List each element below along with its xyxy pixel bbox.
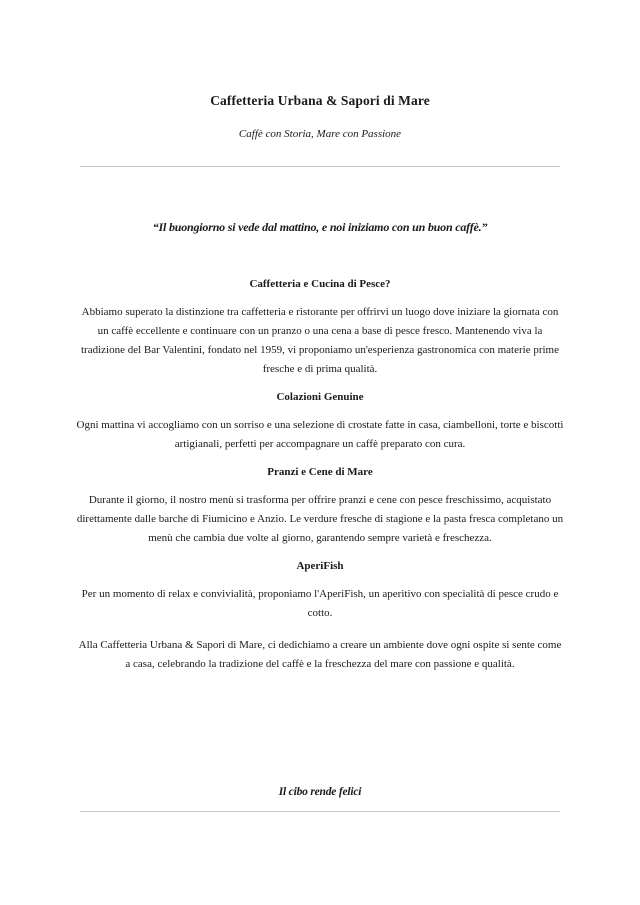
top-divider (80, 166, 560, 167)
quote: “Il buongiorno si vede dal mattino, e noi iniziamo con un buon caffè.” (152, 220, 488, 234)
section-heading-caffetteria: Caffetteria e Cucina di Pesce? (249, 278, 391, 290)
section-body-colazioni: Ogni mattina vi accogliamo con un sorriso e una selezione di crostate fatte in casa, ciambelloni, torte e biscotti artigianali, perfetti per accompagnare un caffè preparato con cura. (76, 419, 564, 450)
closing-paragraph: Alla Caffetteria Urbana & Sapori di Mare, ci dedichiamo a creare un ambiente dove ogni ospite si sente come a casa, celebrando la tradizione del caffè e la freschezza del mare con passione e qualità. (78, 639, 562, 670)
section-body-caffetteria: Abbiamo superato la distinzione tra caffetteria e ristorante per offrirvi un luogo dove iniziare la giornata con un caffè eccellente e continuare con un pranzo o una cena a base di pesce fresco. Mantenendo viva la tradizione del Bar Valentini, fondato nel 1959, vi proponiamo un'esperienza gastronomica con materie prime fresche e di prima qualità. (81, 306, 559, 375)
bottom-divider (80, 811, 560, 812)
section-heading-colazioni: Colazioni Genuine (276, 391, 364, 403)
footer-tagline: Il cibo rende felici (278, 786, 362, 798)
section-body-pranzi: Durante il giorno, il nostro menù si trasforma per offrire pranzi e cene con pesce freschissimo, acquistato direttamente dalle barche di Fiumicino e Anzio. Le verdure fresche di stagione e la pasta fresca completano un menù che cambia due volte al giorno, garantendo sempre varietà e freschezza. (76, 494, 564, 544)
page-title: Caffetteria Urbana & Sapori di Mare (210, 93, 430, 108)
page-subtitle: Caffè con Storia, Mare con Passione (238, 128, 402, 140)
main-content (76, 275, 564, 674)
section-heading-pranzi: Pranzi e Cene di Mare (267, 466, 373, 478)
section-heading-aperifish: AperiFish (296, 560, 344, 572)
section-body-aperifish: Per un momento di relax e convivialità, proponiamo l'AperiFish, un aperitivo con specialità di pesce crudo e cotto. (81, 588, 559, 619)
